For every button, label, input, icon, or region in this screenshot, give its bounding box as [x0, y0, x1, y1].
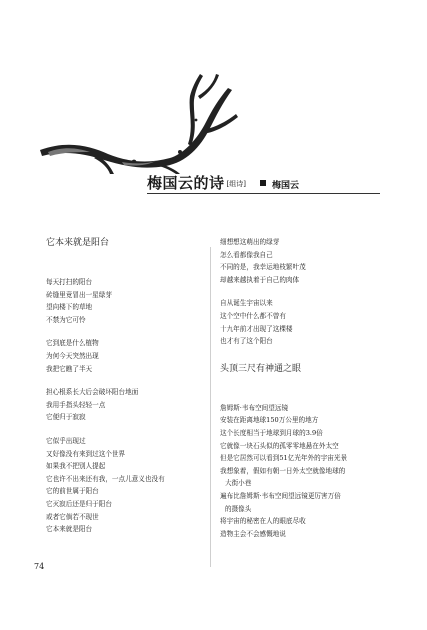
- poem-line: 怎么看都像我自己: [220, 250, 273, 259]
- stanza: [46, 435, 206, 536]
- poem-line: 细想想这萌出的绿芽: [220, 238, 280, 246]
- poem-line: 大街小巷: [225, 479, 252, 488]
- ink-tree-branch-illustration: [38, 66, 238, 174]
- poem-line: 它灭寂后还是归于阳台: [46, 499, 112, 508]
- poem-line: 自从诞生宇宙以来: [220, 299, 273, 308]
- spacer: [46, 250, 206, 276]
- spacer: [220, 348, 390, 362]
- poem-line: 却越来越执着于自己的肉体: [220, 275, 300, 284]
- poem-line: 这个长度相当于地球到月球的3.9倍: [220, 428, 323, 437]
- poem-line: 这个空中什么都不曾有: [220, 311, 286, 320]
- poem-line: 望向楼下的草地: [46, 303, 93, 312]
- column-divider: [210, 247, 211, 567]
- stanza: [46, 386, 206, 424]
- poem-line: 它的前世属于阳台: [46, 487, 99, 496]
- poem-line: 造物主会不会感慨地说: [220, 529, 286, 538]
- poem-line: 它便归于寂寂: [46, 413, 86, 422]
- poem-line: 砖缝里竟冒出一星绿芽: [46, 290, 112, 299]
- spacer: [220, 376, 390, 402]
- spacer: [220, 286, 390, 297]
- stanza: [220, 402, 390, 541]
- stanza: [46, 276, 206, 326]
- left-column: [46, 236, 206, 536]
- poem-line: 它似乎出现过: [46, 436, 86, 445]
- spacer: [46, 375, 206, 386]
- poem-line: 我想象着，假如有朝一日外太空就像地球的: [220, 466, 346, 475]
- spacer: [46, 326, 206, 337]
- header-rule: [147, 193, 380, 194]
- poem-line: 詹姆斯·韦布空间望远镜: [220, 403, 289, 412]
- article-title: 梅国云的诗: [147, 174, 225, 192]
- poem-line: 它到底是什么植物: [46, 339, 99, 348]
- poem-line: 不禁为它可怜: [46, 315, 86, 324]
- poem-line: 十九年前才出现了这棵楼: [220, 324, 293, 333]
- poem-line: 我用手指头轻轻一点: [46, 400, 106, 409]
- poem-line: 为何今天突然出现: [46, 351, 99, 360]
- poem-line: 的摄像头: [225, 504, 252, 513]
- poem-line: 遍布比詹姆斯·韦布空间望远镜更厉害万倍: [220, 491, 341, 500]
- poem-line: 它也许不出来还有我，一点儿意义也没有: [46, 474, 165, 483]
- poem-line: 又好像没有来到过这个世界: [46, 449, 126, 458]
- poem-title: 它本来就是阳台: [46, 238, 110, 248]
- poem-line: 不同的是，我幸运地枝繁叶茂: [220, 263, 306, 272]
- poem-line: 如果我不把别人提起: [46, 462, 106, 471]
- poem-line: 它本来就是阳台: [46, 525, 93, 534]
- poem-line: 也才有了这个阳台: [220, 337, 273, 346]
- right-column: [220, 236, 390, 540]
- spacer: [46, 424, 206, 435]
- square-bullet-icon: [260, 180, 266, 186]
- stanza: [220, 297, 390, 347]
- poem-line: 但是它居然可以看到51亿光年外的宇宙光景: [220, 454, 348, 463]
- poem-line: 将宇宙的秘密在人的眼底尽收: [220, 517, 306, 526]
- stanza: [46, 337, 206, 375]
- stanza: [220, 236, 390, 286]
- author-name: 梅国云: [271, 181, 299, 191]
- poem-line: 或者它倘若不现世: [46, 512, 99, 521]
- article-header: [147, 172, 379, 194]
- poem-line: 我把它瞧了半天: [46, 364, 93, 373]
- poem-line: 每天打扫的阳台: [46, 278, 93, 286]
- section-tag: [组诗]: [226, 180, 246, 188]
- poem-line: 它就像一块石头似的孤零零地悬在外太空: [220, 441, 339, 450]
- poem-line: 安装在距离地球150万公里的地方: [220, 416, 319, 425]
- page-number: 74: [34, 562, 45, 571]
- poem-line: 担心根系长大后会破坏阳台地面: [46, 388, 139, 397]
- poem-title: 头顶三尺有神通之眼: [220, 363, 302, 374]
